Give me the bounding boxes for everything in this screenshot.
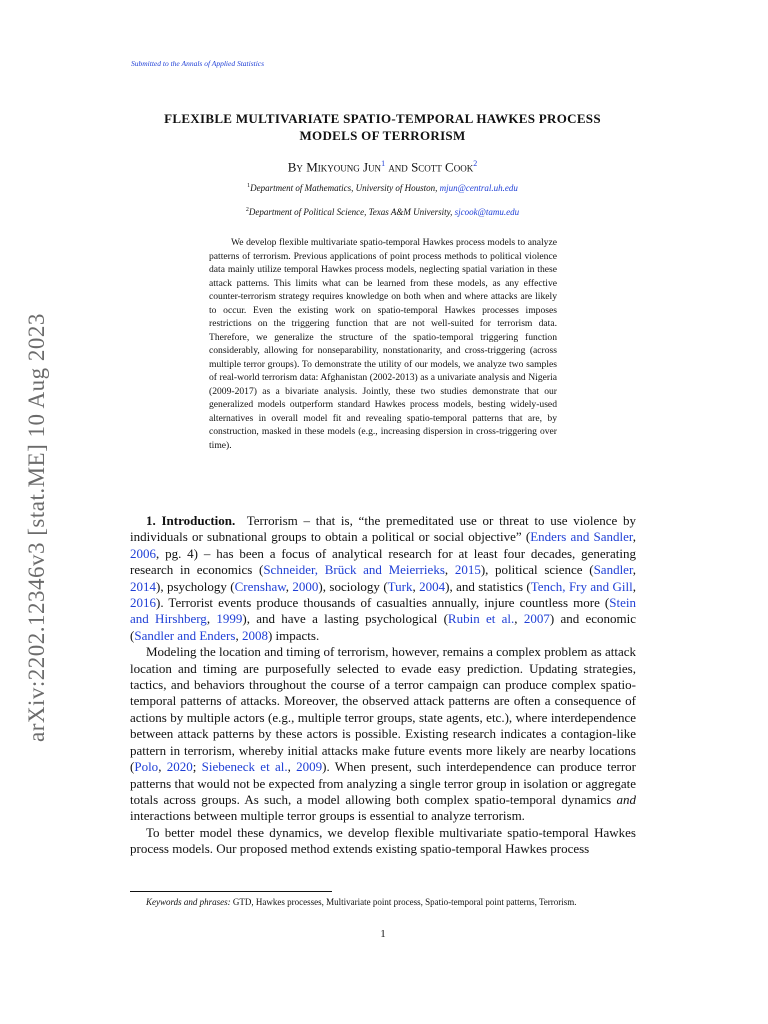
paragraph-text: ), psychology (	[156, 578, 235, 594]
citation-link[interactable]: 2014	[130, 578, 156, 594]
citation-link[interactable]: 2020	[166, 759, 193, 775]
affiliation-1	[130, 183, 635, 193]
affiliation-2-number: 2	[245, 207, 249, 213]
paragraph-text: , pg. 4) – has been a focus of analytical research for at least four decades, generating research in economics (	[130, 545, 636, 578]
citation-link[interactable]: Polo	[134, 759, 159, 775]
citation-link[interactable]: Schneider, Brück and Meierrieks	[263, 562, 445, 578]
author-2-name: Scott Cook	[411, 159, 474, 175]
citation-link[interactable]: 1999	[216, 611, 243, 627]
paragraph-text: ) impacts.	[267, 627, 320, 643]
intro-paragraph-3	[130, 825, 636, 858]
citation-link[interactable]: Stein and Hirshberg	[130, 595, 636, 627]
affiliation-2	[130, 207, 635, 217]
byline-and: and	[388, 159, 408, 175]
paragraph-text: ), political science (	[480, 562, 594, 578]
section-heading-introduction: 1. Introduction.	[146, 513, 236, 528]
paragraph-text: ,	[444, 562, 455, 578]
keywords-footnote	[130, 896, 636, 909]
emphasis-text: and	[616, 791, 636, 807]
paragraph-text: ). When present, such interdependence can produce terror patterns that would not be expected from analyzing a single terror group in isolation or aggregate totals across groups. As such, a model allowing both complex spatio-temporal dynamics	[130, 759, 636, 807]
paragraph-text: To better model these dynamics, we develop flexible multivariate spatio-temporal Hawkes process models. Our proposed method extends existing spatio-temporal Hawkes process	[130, 824, 636, 857]
paragraph-text: ,	[632, 562, 637, 578]
citation-link[interactable]: 2007	[523, 611, 550, 627]
paragraph-text: ,	[412, 578, 420, 594]
citation-link[interactable]: Crenshaw	[234, 578, 286, 594]
affiliation-2-text: Department of Political Science, Texas A&M University,	[248, 207, 455, 217]
arxiv-identifier: arXiv:2202.12346v3 [stat.ME] 10 Aug 2023	[24, 313, 49, 742]
title-line-2: MODELS OF TERRORISM	[299, 128, 466, 143]
paragraph-text: ) and economic (	[130, 611, 637, 643]
author-2-affiliation-mark[interactable]: 2	[473, 159, 478, 168]
citation-link[interactable]: 2015	[454, 562, 481, 578]
citation-link[interactable]: Siebeneck et al.	[201, 759, 288, 775]
paragraph-text: ,	[206, 611, 217, 627]
paragraph-text: ), sociology (	[318, 578, 388, 594]
abstract: We develop flexible multivariate spatio-temporal Hawkes process models to analyze patterns of terrorism. Previous applications of point process methods to political violence data mainly utilize temporal Hawkes process models, neglecting spatial variation in these attack patterns. This limits what can be learned from these models, as any effective counter-terrorism strategy requires knowledge on both when and where attacks are likely to occur. Even the existing work on spatio-temporal Hawkes processes imposes restrictions on the triggering function that are not well-suited for terrorism data. Therefore, we generalize the structure of the spatio-temporal triggering function considerably, allowing for nonseparability, nonstationarity, and cross-triggering (across multiple terror groups). To demonstrate the utility of our models, we analyze two samples of real-world terrorism data: Afghanistan (2002-2013) as a univariate analysis and Nigeria (2009-2017) as a bivariate analysis. Jointly, these two studies demonstrate that our generalized models outperform standard Hawkes process models, besting widely-used alternatives in overall model fit and revealing spatio-temporal patterns that are, by construction, masked in these models (e.g., increasing dispersion in cross-triggering over time).	[209, 237, 557, 451]
title-line-1: FLEXIBLE MULTIVARIATE SPATIO-TEMPORAL HAWKES PROCESS	[164, 111, 601, 126]
journal-submission-note[interactable]: Submitted to the Annals of Applied Statistics	[131, 59, 265, 68]
paragraph-text: ). Terrorist events produce thousands of casualties annually, injure countless more (	[156, 595, 610, 611]
paragraph-text: ), and statistics (	[445, 578, 531, 594]
affiliation-1-text: Department of Mathematics, University of Houston,	[250, 183, 440, 193]
citation-link[interactable]: Sandler and Enders	[134, 627, 236, 643]
paragraph-text: ,	[235, 627, 242, 643]
citation-link[interactable]: Enders and Sandler	[530, 529, 633, 545]
paragraph-text: ,	[632, 578, 637, 594]
footnote-rule	[130, 891, 332, 892]
paragraph-text: Terrorism – that is, “the premeditated use or threat to use violence by individuals or subnational groups to obtain a political or social objective” (	[130, 513, 637, 545]
author-byline	[130, 159, 635, 175]
keywords-label: Keywords and phrases:	[146, 897, 231, 907]
citation-link[interactable]: 2008	[241, 627, 268, 643]
paragraph-text: ;	[192, 759, 202, 775]
affiliation-1-email-link[interactable]: mjun@central.uh.edu	[439, 183, 518, 193]
citation-link[interactable]: Tench, Fry and Gill	[530, 578, 633, 594]
citation-link[interactable]: 2004	[419, 578, 446, 594]
intro-paragraph-2	[130, 644, 636, 824]
citation-link[interactable]: Sandler	[593, 562, 633, 578]
author-1-affiliation-mark[interactable]: 1	[381, 159, 386, 168]
citation-link[interactable]: 2000	[292, 578, 319, 594]
paper-title	[130, 110, 635, 144]
paragraph-text: ), and have a lasting psychological (	[242, 611, 448, 627]
introduction-section	[130, 513, 636, 858]
paragraph-text: ,	[287, 759, 297, 775]
paragraph-text: ,	[285, 578, 293, 594]
paragraph-text: ,	[632, 529, 636, 545]
byline-by: By	[287, 159, 303, 175]
author-1-name: Mikyoung Jun	[306, 159, 382, 175]
citation-link[interactable]: 2006	[130, 545, 156, 561]
citation-link[interactable]: Turk	[387, 578, 413, 594]
page-number: 1	[380, 928, 386, 940]
paragraph-text: ,	[514, 611, 524, 627]
paragraph-text: Modeling the location and timing of terrorism, however, remains a complex problem as attack location and timing are purposefully selected to evade easy prediction. Updating strategies, tactics, and behaviors throughout the course of a terror campaign can produce complex spatio-temporal patterns of attacks. Moreover, the observed attack patterns are often a consequence of actions by multiple actors (e.g., multiple terror groups, state agents, etc.), where interdependence between attack patterns by these actors is possible. Existing research indicates a contagion-like pattern in terrorism, whereby initial attacks make future events more likely are nearby locations (	[130, 644, 636, 775]
paragraph-text: interactions between multiple terror groups is essential to analyze terrorism.	[130, 808, 525, 824]
affiliation-1-number: 1	[247, 183, 251, 189]
citation-link[interactable]: 2016	[130, 595, 156, 611]
keywords-text: GTD, Hawkes processes, Multivariate point process, Spatio-temporal point patterns, Terrorism.	[230, 897, 577, 907]
affiliation-2-email-link[interactable]: sjcook@tamu.edu	[454, 207, 520, 217]
citation-link[interactable]: 2009	[296, 759, 323, 775]
citation-link[interactable]: Rubin et al.	[447, 611, 515, 627]
paragraph-text: ,	[158, 759, 167, 775]
intro-paragraph-1	[130, 513, 636, 644]
